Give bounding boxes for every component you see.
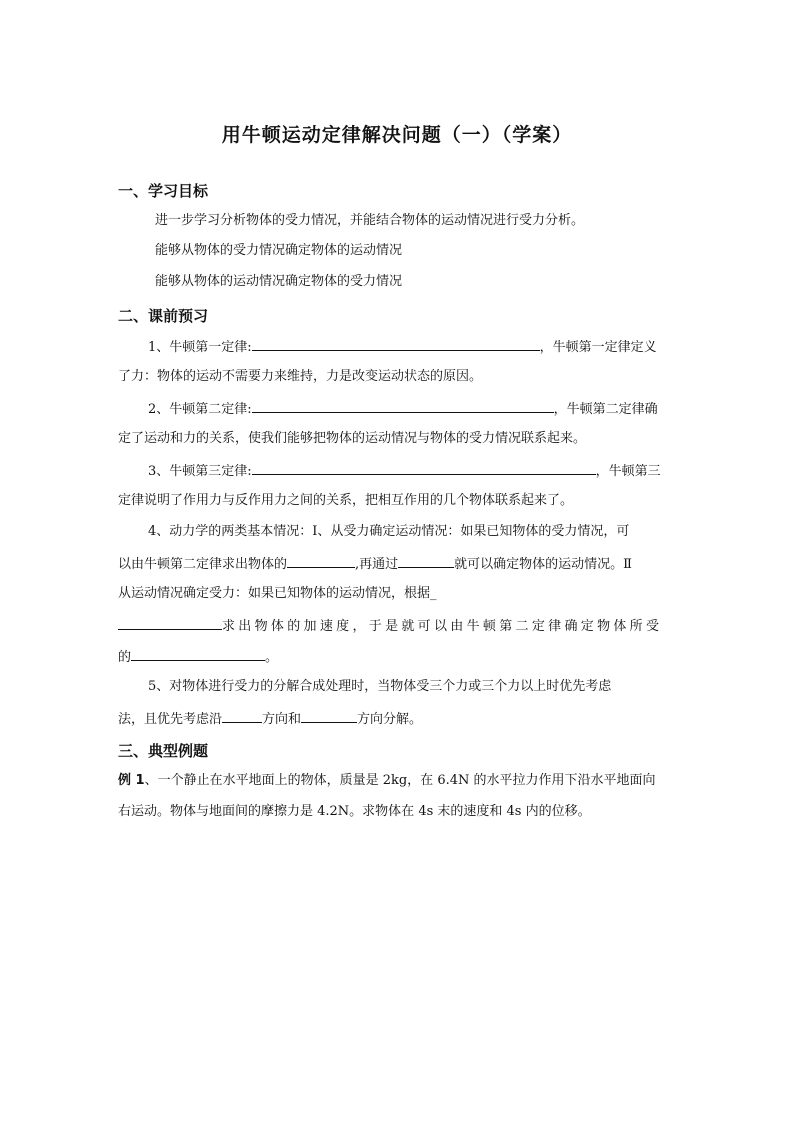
section-heading-examples: 三、典型例题 [118, 742, 209, 760]
q5-blank-2[interactable] [301, 709, 357, 723]
preview-q1-line2: 了力：物体的运动不需要力来维持，力是改变运动状态的原因。 [118, 369, 483, 384]
example-1-line2: 右运动。物体与地面间的摩擦力是 4.2N。求物体在 4s 末的速度和 4s 内的位移。 [118, 804, 591, 819]
preview-q5-line2 [118, 709, 422, 729]
preview-q4-line2 [118, 554, 632, 574]
objective-2: 能够从物体的受力情况确定物体的运动情况 [155, 243, 403, 258]
preview-q4-line3: 从运动情况确定受力：如果已知物体的运动情况，根据_ [118, 586, 437, 601]
q2-tail: ，牛顿第二定律确 [553, 402, 658, 417]
q4-text-a: 以由牛顿第二定律求出物体的 [118, 557, 288, 572]
objective-3: 能够从物体的运动情况确定物体的受力情况 [155, 274, 403, 289]
preview-q2-line2: 定了运动和力的关系，使我们能够把物体的运动情况与物体的受力情况联系起来。 [118, 431, 587, 446]
q4-text-b: ,再通过 [355, 557, 399, 572]
page-title: 用牛顿运动定律解决问题（一）（学案） [221, 124, 573, 146]
q4-text-d: 求出物体的加速度，于是就可以由牛顿第二定律确定物体所受 [222, 619, 662, 634]
preview-q4-line4 [118, 616, 674, 636]
example-1-text: 、一个静止在水平地面上的物体，质量是 2kg，在 6.4N 的水平拉力作用下沿水平地面向 [144, 773, 656, 788]
example-1-line1 [118, 772, 656, 790]
q5-text-a: 法，且优先考虑沿 [118, 712, 223, 727]
q1-label: 1、牛顿第一定律: [148, 340, 252, 355]
q4-blank-3[interactable] [118, 616, 222, 630]
q5-blank-1[interactable] [222, 709, 262, 723]
objective-1: 进一步学习分析物体的受力情况，并能结合物体的运动情况进行受力分析。 [155, 213, 585, 228]
preview-q3-line2: 定律说明了作用力与反作用力之间的关系，把相互作用的几个物体联系起来了。 [118, 493, 574, 508]
q4-text-c: 就可以确定物体的运动情况。Ⅱ [454, 557, 632, 572]
q3-blank[interactable] [252, 461, 596, 475]
q4-text-f: 。 [265, 650, 279, 665]
q5-text-c: 方向分解。 [357, 712, 423, 727]
q5-text-b: 方向和 [262, 712, 302, 727]
q4-blank-4[interactable] [131, 647, 265, 661]
preview-q3-line1 [148, 461, 661, 481]
q4-text-e: 的 [118, 650, 132, 665]
q4-blank-1[interactable] [287, 554, 355, 568]
q1-blank[interactable] [252, 337, 540, 351]
q2-label: 2、牛顿第二定律: [148, 402, 252, 417]
q4-blank-2[interactable] [398, 554, 454, 568]
preview-q4-line5 [118, 647, 278, 667]
q1-tail: ，牛顿第一定律定义 [539, 340, 657, 355]
preview-q5-line1: 5、对物体进行受力的分解合成处理时，当物体受三个力或三个力以上时优先考虑 [148, 679, 612, 694]
preview-q2-line1 [148, 399, 658, 419]
example-1-label: 例 1 [118, 773, 145, 788]
preview-q4-line1: 4、动力学的两类基本情况：Ⅰ、从受力确定运动情况：如果已知物体的受力情况，可 [148, 524, 630, 539]
q3-label: 3、牛顿第三定律: [148, 464, 252, 479]
section-heading-objectives: 一、学习目标 [118, 182, 209, 200]
q3-tail: ，牛顿第三 [595, 464, 661, 479]
preview-q1-line1 [148, 337, 657, 357]
section-heading-preview: 二、课前预习 [118, 307, 209, 325]
q2-blank[interactable] [252, 399, 554, 413]
